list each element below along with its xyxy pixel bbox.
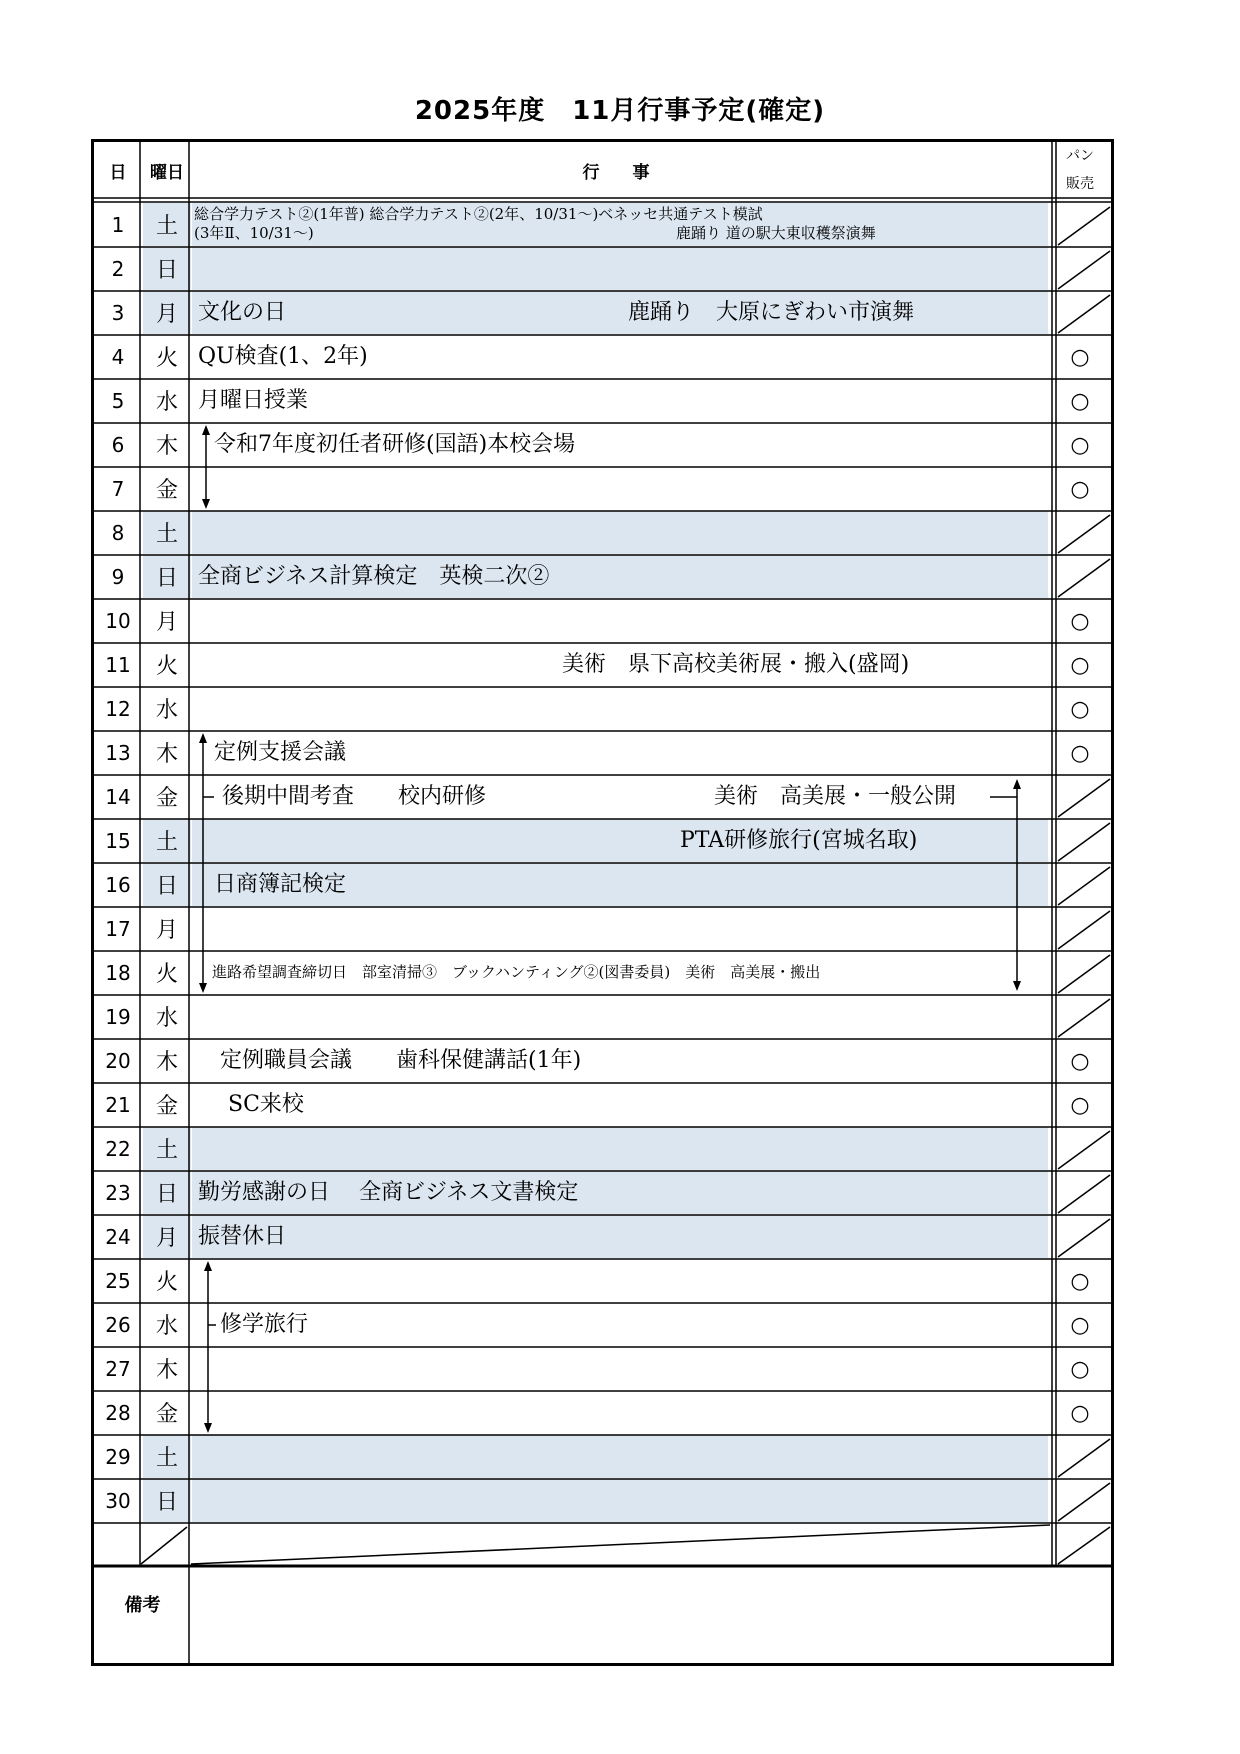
table-row bbox=[94, 907, 1111, 951]
event-text: 定例職員会議 歯科保健講話(1年) bbox=[220, 1048, 582, 1073]
day-of-week: 金 bbox=[155, 786, 178, 811]
page-title: 2025年度 11月行事予定(確定) bbox=[414, 96, 826, 126]
event-text: 美術 県下高校美術展・搬入(盛岡) bbox=[562, 652, 910, 677]
events-cell bbox=[192, 599, 1048, 642]
header-pan-line2: 販売 bbox=[1066, 176, 1094, 192]
table-row bbox=[94, 203, 1111, 247]
events-cell bbox=[192, 731, 1048, 774]
day-of-week: 木 bbox=[155, 434, 178, 459]
day-number: 24 bbox=[105, 1225, 131, 1249]
pan-sale-mark: ○ bbox=[1070, 1048, 1090, 1074]
day-of-week: 土 bbox=[143, 819, 191, 862]
pan-sale-mark: ○ bbox=[1070, 432, 1090, 458]
day-of-week: 木 bbox=[155, 742, 178, 767]
pan-no-sale bbox=[1049, 1479, 1111, 1523]
events-cell bbox=[192, 951, 1048, 994]
day-of-week: 土 bbox=[143, 203, 191, 246]
day-of-week: 水 bbox=[155, 1314, 178, 1339]
table-row bbox=[94, 643, 1111, 687]
events-cell bbox=[192, 863, 1048, 906]
table-row bbox=[94, 291, 1111, 335]
pan-sale-mark: ○ bbox=[1070, 1356, 1090, 1382]
day-number: 5 bbox=[111, 389, 125, 413]
table-row bbox=[94, 555, 1111, 599]
header-events: 行 事 bbox=[582, 162, 658, 183]
day-of-week: 月 bbox=[155, 918, 178, 943]
pan-no-sale bbox=[1049, 1171, 1111, 1215]
event-text: 修学旅行 bbox=[220, 1312, 309, 1337]
events-cell bbox=[192, 1435, 1048, 1478]
day-of-week: 水 bbox=[155, 698, 178, 723]
events-cell bbox=[192, 687, 1048, 730]
table-row bbox=[94, 687, 1111, 731]
table-row bbox=[94, 775, 1111, 819]
day-number: 8 bbox=[111, 521, 125, 545]
event-text: 月曜日授業 bbox=[198, 388, 309, 413]
day-of-week: 火 bbox=[155, 962, 178, 987]
events-cell bbox=[192, 995, 1048, 1038]
events-cell bbox=[192, 1127, 1048, 1170]
table-row bbox=[94, 1127, 1111, 1171]
day-number: 21 bbox=[105, 1093, 131, 1117]
pan-no-sale bbox=[1049, 1435, 1111, 1479]
event-text: 振替休日 bbox=[198, 1224, 287, 1249]
day-number: 23 bbox=[105, 1181, 131, 1205]
pan-sale-mark: ○ bbox=[1070, 652, 1090, 678]
day-of-week: 日 bbox=[143, 863, 191, 906]
day-of-week: 土 bbox=[143, 511, 191, 554]
table-row bbox=[94, 379, 1111, 423]
day-of-week: 火 bbox=[155, 1270, 178, 1295]
pan-no-sale bbox=[1049, 863, 1111, 907]
table-row bbox=[94, 951, 1111, 995]
header-day: 日 bbox=[109, 162, 127, 183]
day-number: 14 bbox=[105, 785, 131, 809]
events-cell bbox=[192, 1083, 1048, 1126]
table-row bbox=[94, 467, 1111, 511]
event-text: 令和7年度初任者研修(国語)本校会場 bbox=[214, 432, 576, 457]
day-number: 7 bbox=[111, 477, 125, 501]
table-header bbox=[91, 139, 1114, 201]
events-cell bbox=[192, 1391, 1048, 1434]
events-cell bbox=[192, 643, 1048, 686]
day-number: 28 bbox=[105, 1401, 131, 1425]
day-number: 27 bbox=[105, 1357, 131, 1381]
table-row bbox=[94, 1347, 1111, 1391]
pan-no-sale bbox=[1049, 819, 1111, 863]
table-row bbox=[94, 1435, 1111, 1479]
pan-no-sale bbox=[1049, 203, 1111, 247]
table-row bbox=[94, 1083, 1111, 1127]
day-number: 12 bbox=[105, 697, 131, 721]
remarks-label: 備考 bbox=[124, 1595, 161, 1616]
day-number: 3 bbox=[111, 301, 125, 325]
events-cell bbox=[192, 1039, 1048, 1082]
pan-sale-mark: ○ bbox=[1070, 476, 1090, 502]
day-of-week: 月 bbox=[143, 1215, 191, 1258]
pan-sale-mark: ○ bbox=[1070, 388, 1090, 414]
pan-sale-mark: ○ bbox=[1070, 740, 1090, 766]
day-number: 25 bbox=[105, 1269, 131, 1293]
events-cell bbox=[192, 555, 1048, 598]
table-row bbox=[94, 1259, 1111, 1303]
day-of-week: 火 bbox=[155, 346, 178, 371]
table-row bbox=[94, 731, 1111, 775]
event-text: 美術 高美展・一般公開 bbox=[714, 784, 957, 809]
day-number: 13 bbox=[105, 741, 131, 765]
header-pan-line1: パン bbox=[1066, 148, 1094, 164]
pan-sale-mark: ○ bbox=[1070, 1092, 1090, 1118]
event-text: 進路希望調査締切日 部室清掃③ ブックハンティング②(図書委員) 美術 高美展・搬出 bbox=[212, 963, 821, 981]
day-number: 26 bbox=[105, 1313, 131, 1337]
events-cell bbox=[192, 1303, 1048, 1346]
event-text: SC来校 bbox=[228, 1092, 304, 1117]
day-number: 16 bbox=[105, 873, 131, 897]
events-cell bbox=[192, 335, 1048, 378]
pan-sale-mark: ○ bbox=[1070, 344, 1090, 370]
day-of-week: 金 bbox=[155, 478, 178, 503]
day-number: 11 bbox=[105, 653, 131, 677]
pan-sale-mark: ○ bbox=[1070, 1312, 1090, 1338]
day-number: 15 bbox=[105, 829, 131, 853]
events-cell bbox=[192, 1215, 1048, 1258]
event-text: 日商簿記検定 bbox=[214, 872, 347, 897]
pan-no-sale bbox=[1049, 951, 1111, 995]
table-row bbox=[94, 1215, 1111, 1259]
event-text: 総合学力テスト②(1年普) 総合学力テスト②(2年、10/31～)ベネッセ共通テスト模試 bbox=[194, 205, 763, 223]
day-of-week: 月 bbox=[143, 291, 191, 334]
events-cell bbox=[192, 203, 1048, 246]
day-number: 18 bbox=[105, 961, 131, 985]
day-of-week: 水 bbox=[155, 1006, 178, 1031]
pan-no-sale bbox=[1049, 511, 1111, 555]
day-number: 29 bbox=[105, 1445, 131, 1469]
day-number: 20 bbox=[105, 1049, 131, 1073]
events-cell bbox=[192, 511, 1048, 554]
event-text: 定例支援会議 bbox=[214, 740, 347, 765]
table-row bbox=[94, 599, 1111, 643]
table-row bbox=[94, 1303, 1111, 1347]
pan-no-sale bbox=[1049, 247, 1111, 291]
pan-no-sale bbox=[1049, 1215, 1111, 1259]
event-text: 勤労感謝の日 全商ビジネス文書検定 bbox=[198, 1180, 579, 1205]
table-row bbox=[94, 1171, 1111, 1215]
pan-no-sale bbox=[1049, 995, 1111, 1039]
day-of-week: 火 bbox=[155, 654, 178, 679]
day-of-week: 金 bbox=[155, 1094, 178, 1119]
table-row bbox=[94, 247, 1111, 291]
events-cell bbox=[192, 247, 1048, 290]
event-text: 鹿踊り 大原にぎわい市演舞 bbox=[628, 300, 915, 325]
header-pan bbox=[1049, 139, 1111, 201]
day-number: 19 bbox=[105, 1005, 131, 1029]
table-row bbox=[94, 863, 1111, 907]
day-of-week: 水 bbox=[155, 390, 178, 415]
event-text: PTA研修旅行(宮城名取) bbox=[680, 828, 918, 853]
pan-no-sale bbox=[1049, 1127, 1111, 1171]
event-text: QU検査(1、2年) bbox=[198, 344, 368, 369]
pan-no-sale bbox=[1049, 775, 1111, 819]
events-cell bbox=[192, 1171, 1048, 1214]
day-of-week: 土 bbox=[143, 1435, 191, 1478]
table-row bbox=[94, 819, 1111, 863]
events-cell bbox=[192, 423, 1048, 466]
event-text: (3年Ⅱ、10/31～) bbox=[194, 224, 314, 242]
header-dow: 曜日 bbox=[150, 162, 184, 183]
events-cell bbox=[192, 819, 1048, 862]
pan-sale-mark: ○ bbox=[1070, 696, 1090, 722]
day-of-week: 日 bbox=[143, 1171, 191, 1214]
events-cell bbox=[192, 907, 1048, 950]
events-cell bbox=[192, 775, 1048, 818]
day-number: 4 bbox=[111, 345, 125, 369]
pan-sale-mark: ○ bbox=[1070, 1268, 1090, 1294]
table-row bbox=[94, 1391, 1111, 1435]
events-cell bbox=[192, 1479, 1048, 1522]
table-row bbox=[94, 511, 1111, 555]
pan-sale-mark: ○ bbox=[1070, 1400, 1090, 1426]
pan-no-sale bbox=[1049, 555, 1111, 599]
day-of-week: 日 bbox=[143, 1479, 191, 1522]
day-number: 9 bbox=[111, 565, 125, 589]
day-number: 6 bbox=[111, 433, 125, 457]
events-cell bbox=[192, 291, 1048, 334]
pan-no-sale bbox=[1049, 291, 1111, 335]
day-number: 22 bbox=[105, 1137, 131, 1161]
day-number: 1 bbox=[111, 213, 125, 237]
day-of-week: 木 bbox=[155, 1358, 178, 1383]
day-number: 30 bbox=[105, 1489, 131, 1513]
day-number: 17 bbox=[105, 917, 131, 941]
day-of-week: 金 bbox=[155, 1402, 178, 1427]
day-of-week: 土 bbox=[143, 1127, 191, 1170]
events-cell bbox=[192, 1259, 1048, 1302]
table-row bbox=[94, 1039, 1111, 1083]
table-row bbox=[94, 995, 1111, 1039]
table-row bbox=[94, 1479, 1111, 1523]
pan-sale-mark: ○ bbox=[1070, 608, 1090, 634]
day-number: 2 bbox=[111, 257, 125, 281]
day-of-week: 日 bbox=[143, 555, 191, 598]
pan-no-sale bbox=[1049, 907, 1111, 951]
day-of-week: 月 bbox=[155, 610, 178, 635]
table-row bbox=[94, 335, 1111, 379]
events-cell bbox=[192, 467, 1048, 510]
events-cell bbox=[192, 1347, 1048, 1390]
event-text: 全商ビジネス計算検定 英検二次② bbox=[198, 564, 550, 589]
events-cell bbox=[192, 379, 1048, 422]
day-number: 10 bbox=[105, 609, 131, 633]
event-text: 文化の日 bbox=[198, 300, 287, 325]
day-of-week: 木 bbox=[155, 1050, 178, 1075]
event-text: 後期中間考査 校内研修 bbox=[222, 784, 487, 809]
table-row bbox=[94, 423, 1111, 467]
day-of-week: 日 bbox=[143, 247, 191, 290]
event-text: 鹿踊り 道の駅大東収穫祭演舞 bbox=[676, 224, 876, 242]
